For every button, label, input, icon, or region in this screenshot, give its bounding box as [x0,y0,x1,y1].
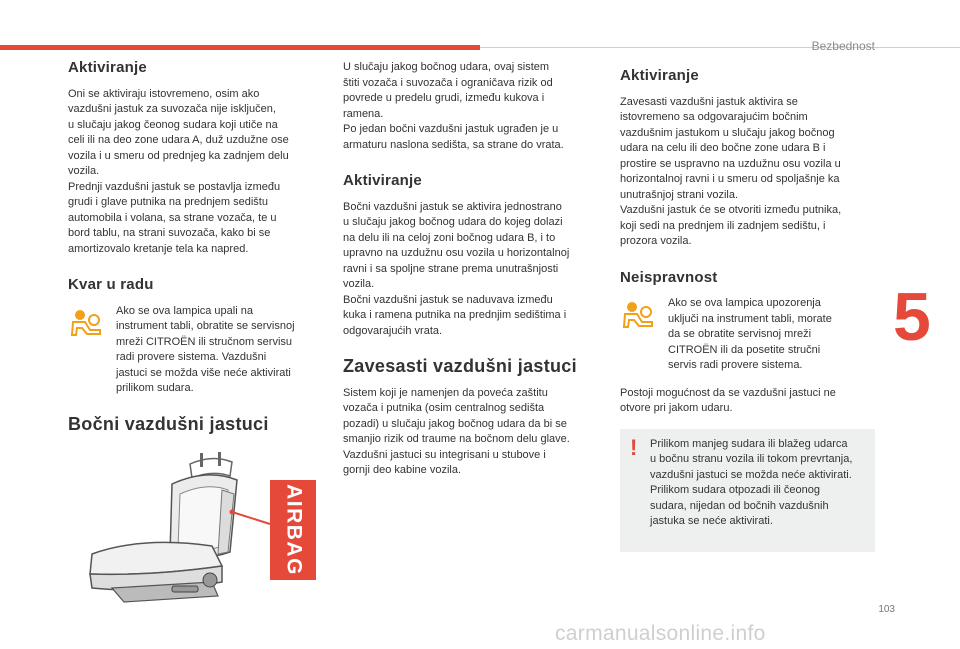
heading-curtain-airbags: Zavesasti vazdušni jastuci [343,356,577,376]
header-rule [480,47,960,48]
exclamation-icon: ! [630,434,638,460]
paragraph-curtain-activation: Zavesasti vazdušni jastuk aktivira se istovremeno sa odgovarajućim bočnim vazdušnim jastukom u slučaju jakog bočnog udara na celu ili deo bočne zone udara B i prostire se uspravno na uzdužnu osu vozila u horizontalnoj ravni i u smeru od spoljašnje ka unutrašnjoj strani vozila. Vazdušni jastuk će se otvoriti između putnika, koji sedi na prednjem ili zadnjem sedištu, i prozora vozila. [620,95,842,247]
warning-text-curtain: Ako se ova lampica upozorenja uključi na instrument tabli, morate da se obratite servisnoj mreži CITROËN ili da posetite stručni servis radi provere sistema. [668,297,832,371]
watermark: carmanualsonline.info [555,622,766,645]
page-number: 103 [878,604,895,615]
warning-block-curtain [620,296,875,374]
chapter-number: 5 [893,279,931,355]
paragraph-possibility: Postoji mogućnost da se vazdušni jastuci ne otvore pri jakom udaru. [620,386,836,414]
airbag-warning-lamp-icon [68,304,116,397]
notice-box [620,429,875,552]
warning-text: Ako se ova lampica upali na instrument tabli, obratite se servisnoj mreži CITROËN ili stručnom servisu radi provere sistema. Vazdušni jastuci se možda više neće aktivirati prilikom sudara. [116,304,295,394]
heading-side-airbags: Bočni vazdušni jastuci [68,413,269,434]
heading-malfunction: Kvar u radu [68,276,154,293]
heading-activation-side: Aktiviranje [343,172,422,189]
paragraph-side-airbag-intro: U slučaju jakog bočnog udara, ovaj sistem štiti vozača i suvozača i ograničava rizik od povrede u predelu grudi, između kukova i ramena. Po jedan bočni vazdušni jastuk ugrađen je u armaturu naslona sedišta, sa strane do vrata. [343,61,564,151]
paragraph-curtain-intro: Sistem koji je namenjen da poveća zaštitu vozača i putnika (osim centralnog sedišta pozadi) u slučaju jakog bočnog udara da bi se smanjio rizik od traume na bočnom delu glave. Vazdušni jastuci su integrisani u stubove i gornji deo kabine vozila. [343,386,570,476]
header-accent-bar [0,45,480,50]
warning-block [68,304,320,397]
column-3 [620,60,875,552]
airbag-label: AIRBAG [282,484,306,576]
column-1 [68,60,320,443]
section-title: Bezbednost [811,39,875,53]
airbag-warning-lamp-icon [620,296,668,374]
notice-text: Prilikom manjeg sudara ili blažeg udarca u bočnu stranu vozila ili tokom prevrtanja, vazdušni jastuci se možda neće aktivirati. Prilikom sudara otpozadi ili čeonog sudara, nijedan od bočnih vazdušnih jastuka se neće aktivirati. [650,437,853,527]
column-2 [343,60,598,479]
paragraph-side-activation: Bočni vazdušni jastuk se aktivira jednostrano u slučaju jakog bočnog udara do kojeg dolazi na delu ili na celoj zoni bočnog udara B, i to upravno na uzdužnu osu vozila u horizontalnoj ravni i sa spoljne strane prema unutrašnjosti vozila. Bočni vazdušni jastuk se naduvava između kuka i ramena putnika na prednjim sedištima i odgovarajućih vrata. [343,200,570,337]
seat-airbag-illustration [72,450,322,610]
heading-fault: Neispravnost [620,268,718,286]
paragraph-front-activation: Oni se aktiviraju istovremeno, osim ako vazdušni jastuk za suvozača nije isključen, u slučaju jakog čeonog sudara koji utiče na celi ili na deo zone udara A, duž uzdužne ose vozila i u smeru od prednjeg ka zadnjem delu vozila. Prednji vazdušni jastuk se postavlja između grudi i glave putnika na prednjem sedištu automobila i volana, sa strane vozača, te u bord tablu, na strani suvozača, kako bi se amortizovalo kretanje tela ka napred. [68,87,289,255]
heading-activation-curtain: Aktiviranje [620,67,699,84]
heading-activation-front: Aktiviranje [68,59,147,76]
